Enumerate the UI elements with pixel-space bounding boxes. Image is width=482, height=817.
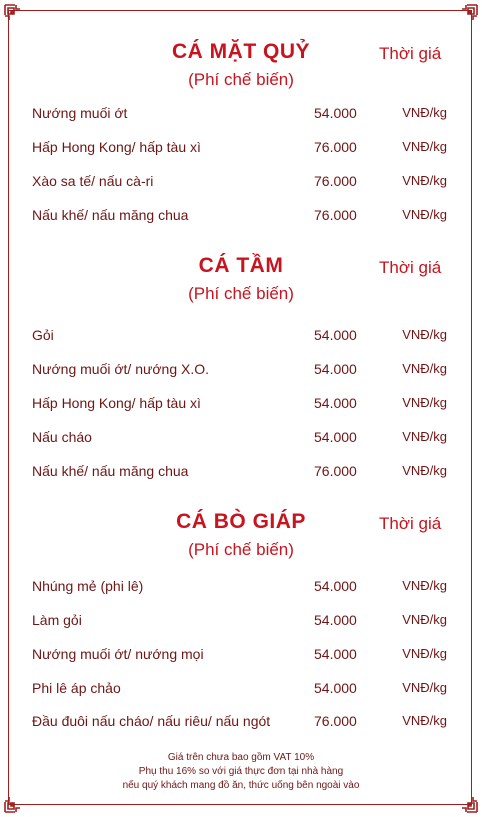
item-price: 54.000 [314,327,357,343]
price-header: Thời giá [379,258,442,277]
section-title: CÁ MẶT QUỶ [172,40,310,63]
item-unit: VNĐ/kg [402,680,447,695]
corner-ornament-icon [3,3,29,29]
menu-item [32,463,447,483]
menu-item [32,207,447,227]
item-unit: VNĐ/kg [402,395,447,410]
item-name: Phi lê áp chảo [32,680,121,696]
footer-notes [0,751,482,793]
item-name: Gỏi [32,327,54,343]
item-price: 54.000 [314,680,357,696]
item-name: Nấu khế/ nấu măng chua [32,463,189,479]
item-unit: VNĐ/kg [402,612,447,627]
section-title: CÁ BÒ GIÁP [176,510,306,533]
item-unit: VNĐ/kg [402,207,447,222]
item-price: 54.000 [314,612,357,628]
item-price: 76.000 [314,207,357,223]
item-unit: VNĐ/kg [402,429,447,444]
section-subtitle: (Phí chế biến) [188,284,294,303]
item-price: 54.000 [314,429,357,445]
section-title: CÁ TẦM [198,254,284,277]
menu-item [32,327,447,347]
menu-item [32,612,447,632]
menu-item [32,429,447,449]
note-line: Phụ thu 16% so với giá thực đơn tại nhà hàng [138,766,344,777]
item-unit: VNĐ/kg [402,463,447,478]
item-unit: VNĐ/kg [402,327,447,342]
item-price: 76.000 [314,713,357,729]
item-price: 54.000 [314,105,357,121]
item-price: 54.000 [314,646,357,662]
item-unit: VNĐ/kg [402,713,447,728]
item-unit: VNĐ/kg [402,105,447,120]
item-unit: VNĐ/kg [402,173,447,188]
menu-item [32,713,447,733]
menu-item [32,139,447,159]
item-unit: VNĐ/kg [402,578,447,593]
item-name: Hấp Hong Kong/ hấp tàu xì [32,139,201,155]
item-unit: VNĐ/kg [402,139,447,154]
item-name: Nướng muối ớt/ nướng X.O. [32,361,210,377]
item-name: Hấp Hong Kong/ hấp tàu xì [32,395,201,411]
menu-item [32,105,447,125]
item-price: 54.000 [314,578,357,594]
menu-item [32,361,447,381]
item-price: 54.000 [314,395,357,411]
note-line: nếu quý khách mang đồ ăn, thức uống bên ngoài vào [122,780,360,791]
item-price: 76.000 [314,463,357,479]
item-name: Nướng muối ớt/ nướng mọi [32,646,204,662]
menu-item [32,578,447,598]
item-name: Nấu khế/ nấu măng chua [32,207,189,223]
menu-item [32,395,447,415]
section-subtitle: (Phí chế biến) [188,540,294,559]
section-subtitle: (Phí chế biến) [188,70,294,89]
item-price: 54.000 [314,361,357,377]
item-name: Nhúng mẻ (phi lê) [32,578,144,594]
item-price: 76.000 [314,173,357,189]
price-header: Thời giá [379,44,442,63]
item-unit: VNĐ/kg [402,361,447,376]
note-line: Giá trên chưa bao gồm VAT 10% [167,752,315,763]
menu-item [32,173,447,193]
menu-item [32,646,447,666]
item-unit: VNĐ/kg [402,646,447,661]
item-name: Nướng muối ớt [32,105,128,121]
price-header: Thời giá [379,514,442,533]
item-name: Làm gỏi [32,612,82,628]
item-name: Xào sa tế/ nấu cà-ri [32,173,154,189]
corner-ornament-icon [453,3,479,29]
item-name: Nấu cháo [32,429,92,445]
item-price: 76.000 [314,139,357,155]
menu-item [32,680,447,700]
item-name: Đầu đuôi nấu cháo/ nấu riêu/ nấu ngót [32,713,271,729]
